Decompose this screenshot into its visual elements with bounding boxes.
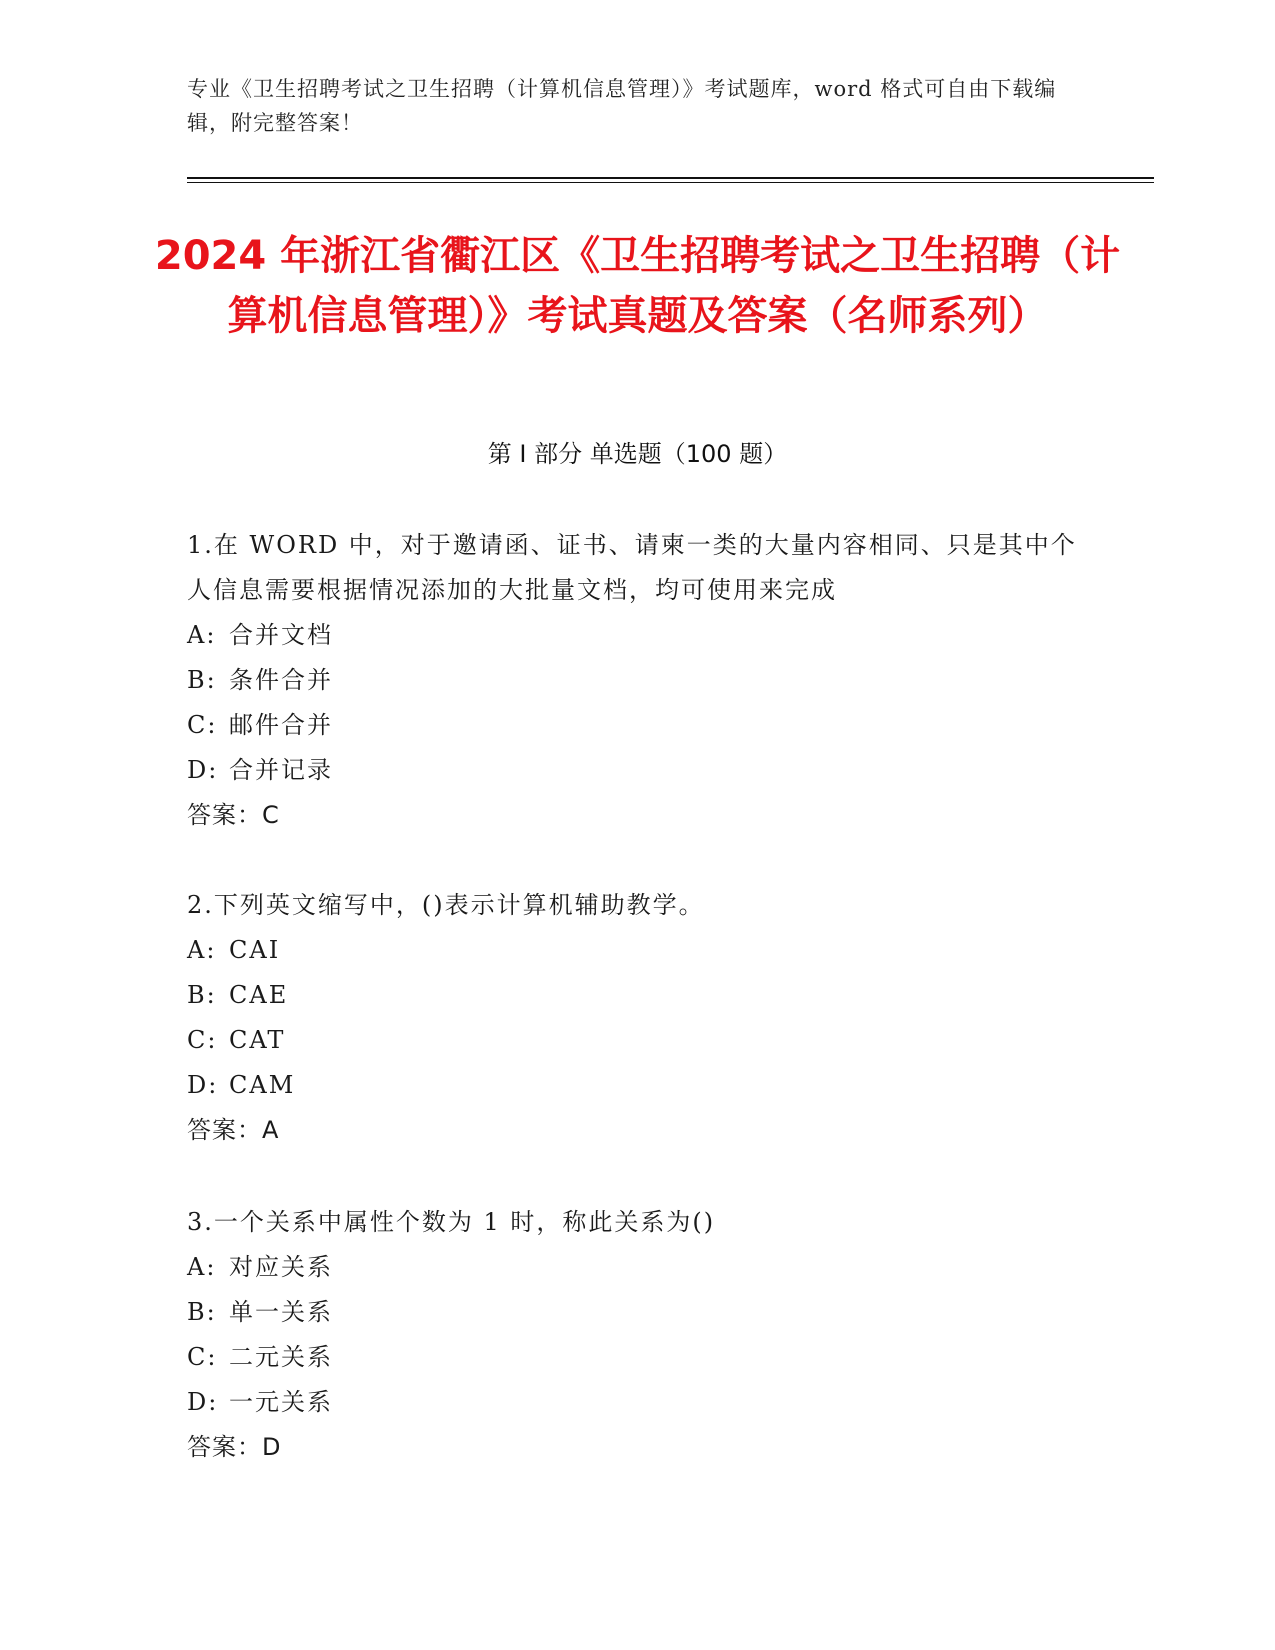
question-block [187, 523, 1087, 838]
option-letter: A: [187, 621, 217, 649]
answer-line [187, 1425, 1087, 1470]
header-note: 专业《卫生招聘考试之卫生招聘（计算机信息管理）》考试题库，word 格式可自由下载编辑，附完整答案！ [187, 77, 1057, 135]
answer-line [187, 1108, 1087, 1153]
answer-label: 答案： [187, 1433, 262, 1461]
option-letter: C: [187, 1343, 218, 1371]
option-letter: D: [187, 1071, 219, 1099]
answer-value: C [262, 801, 280, 829]
question-text: 3.一个关系中属性个数为 1 时，称此关系为() [187, 1208, 716, 1236]
option-text: 合并记录 [229, 756, 333, 784]
option-c [187, 703, 1087, 748]
option-text: 二元关系 [229, 1343, 333, 1371]
answer-value: A [262, 1116, 280, 1144]
option-d [187, 748, 1087, 793]
option-a [187, 613, 1087, 658]
document-title: 2024 年浙江省衢江区《卫生招聘考试之卫生招聘（计算机信息管理）》考试真题及答案（名师系列） [154, 233, 1121, 339]
option-d [187, 1063, 1087, 1108]
answer-label: 答案： [187, 1116, 262, 1144]
option-text: 对应关系 [229, 1253, 333, 1281]
option-b [187, 658, 1087, 703]
option-letter: C: [187, 711, 218, 739]
question-text: 1.在 WORD 中，对于邀请函、证书、请柬一类的大量内容相同、只是其中个人信息需要根据情况添加的大批量文档，均可使用来完成 [187, 531, 1077, 604]
option-b [187, 973, 1087, 1018]
option-text: CAI [229, 936, 281, 964]
option-letter: A: [187, 936, 217, 964]
option-text: 条件合并 [229, 666, 333, 694]
option-a [187, 1245, 1087, 1290]
answer-label: 答案： [187, 801, 262, 829]
option-letter: B: [187, 1298, 217, 1326]
answer-line [187, 793, 1087, 838]
option-letter: B: [187, 666, 217, 694]
option-a [187, 928, 1087, 973]
option-c [187, 1335, 1087, 1380]
option-c [187, 1018, 1087, 1063]
option-text: CAE [229, 981, 289, 1009]
option-text: 邮件合并 [229, 711, 333, 739]
option-letter: D: [187, 756, 219, 784]
header-divider-thin [187, 182, 1154, 183]
header-divider-thick [187, 177, 1154, 179]
option-text: 一元关系 [229, 1388, 333, 1416]
option-d [187, 1380, 1087, 1425]
option-letter: B: [187, 981, 217, 1009]
option-text: CAT [229, 1026, 286, 1054]
question-block [187, 883, 1087, 1153]
option-text: 合并文档 [229, 621, 333, 649]
option-b [187, 1290, 1087, 1335]
question-text: 2.下列英文缩写中，()表示计算机辅助教学。 [187, 891, 705, 919]
option-text: CAM [229, 1071, 296, 1099]
option-letter: C: [187, 1026, 218, 1054]
option-letter: D: [187, 1388, 219, 1416]
answer-value: D [262, 1433, 282, 1461]
option-letter: A: [187, 1253, 217, 1281]
section-heading: 第 I 部分 单选题（100 题） [487, 440, 788, 468]
question-block [187, 1200, 1087, 1470]
option-text: 单一关系 [229, 1298, 333, 1326]
